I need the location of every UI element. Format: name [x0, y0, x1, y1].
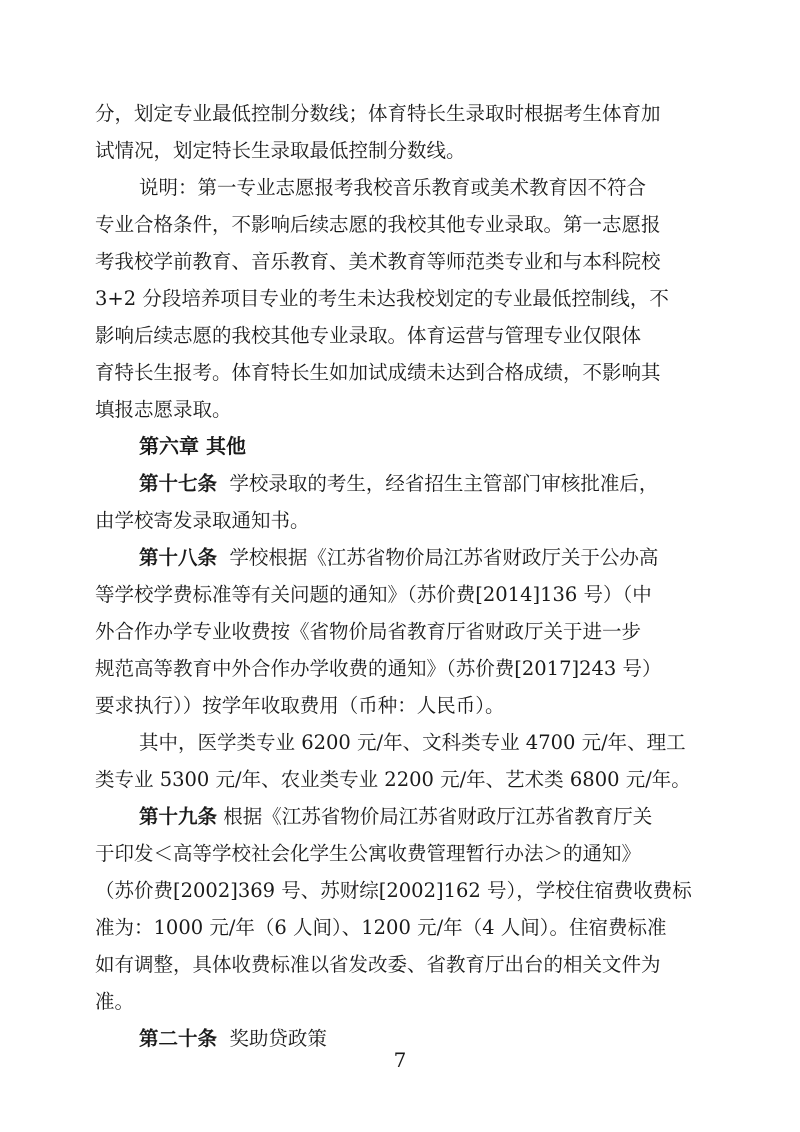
text-line: 如有调整，具体收费标准以省发改委、省教育厅出台的相关文件为 — [95, 953, 661, 976]
text-line: 类专业 5300 元/年、农业类专业 2200 元/年、艺术类 6800 元/年。 — [95, 768, 691, 791]
chapter-heading: 第六章 其他 — [139, 434, 246, 458]
text-line: 由学校寄发录取通知书。 — [95, 509, 310, 532]
note-paragraph-start: 说明：第一专业志愿报考我校音乐教育或美术教育因不符合 — [139, 176, 647, 199]
text-line: 规范高等教育中外合作办学收费的通知》（苏价费[2017]243 号） — [95, 657, 662, 680]
body-text — [95, 95, 707, 1057]
article-17-label: 第十七条 — [139, 472, 218, 495]
text-line: 等学校学费标准等有关问题的通知》（苏价费[2014]136 号）（中 — [95, 583, 652, 606]
text-line: 影响后续志愿的我校其他专业录取。体育运营与管理专业仅限体 — [95, 324, 642, 347]
article-18-line — [95, 539, 707, 576]
text-line: 要求执行））按学年收取费用（币种：人民币）。 — [95, 694, 505, 717]
text-line: 分，划定专业最低控制分数线；体育特长生录取时根据考生体育加 — [95, 102, 661, 125]
article-17-line — [95, 465, 707, 502]
text-line: 准为：1000 元/年（6 人间）、1200 元/年（4 人间）。住宿费标准 — [95, 916, 667, 939]
text-line: 于印发＜高等学校社会化学生公寓收费管理暂行办法＞的通知》 — [95, 842, 642, 865]
fees-paragraph-start: 其中，医学类专业 6200 元/年、文科类专业 4700 元/年、理工 — [139, 731, 686, 754]
text-line: 准。 — [95, 990, 135, 1013]
article-19-label: 第十九条 — [139, 805, 218, 828]
text-line: 考我校学前教育、音乐教育、美术教育等师范类专业和与本科院校 — [95, 250, 661, 273]
text-line: 外合作办学专业收费按《省物价局省教育厅省财政厅关于进一步 — [95, 620, 642, 643]
text-line: 育特长生报考。体育特长生如加试成绩未达到合格成绩，不影响其 — [95, 361, 661, 384]
text-line: （苏价费[2002]369 号、苏财综[2002]162 号），学校住宿费收费标 — [95, 879, 692, 902]
article-20-label: 第二十条 — [139, 1027, 218, 1050]
text-line: 专业合格条件，不影响后续志愿的我校其他专业录取。第一志愿报 — [95, 213, 661, 236]
text-line: 试情况，划定特长生录取最低控制分数线。 — [95, 139, 466, 162]
article-19-text: 根据《江苏省物价局江苏省财政厅江苏省教育厅关 — [223, 805, 653, 828]
article-20-text: 奖助贷政策 — [229, 1027, 327, 1050]
page-number: 7 — [393, 1048, 407, 1072]
article-18-text: 学校根据《江苏省物价局江苏省财政厅关于公办高 — [229, 546, 659, 569]
text-line: 3+2 分段培养项目专业的考生未达我校划定的专业最低控制线，不 — [95, 287, 669, 310]
article-19-line — [95, 798, 707, 835]
text-line: 填报志愿录取。 — [95, 398, 232, 421]
article-17-text: 学校录取的考生，经省招生主管部门审核批准后， — [229, 472, 659, 495]
article-18-label: 第十八条 — [139, 546, 218, 569]
